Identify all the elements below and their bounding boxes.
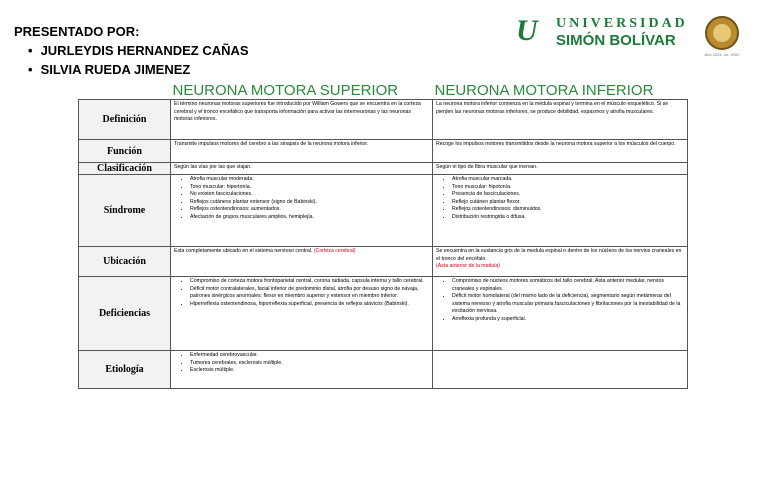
list-item: • Distribución restringida o difusa. — [452, 214, 684, 222]
cell-clasificacion-inf: Según el tipo de fibra muscular que inervan. — [433, 163, 688, 175]
university-seal-icon — [705, 16, 739, 50]
list-item: • Reflejo cutáneo plantar flexor. — [452, 199, 684, 207]
ubicacion-sup-highlight: (Corteza cerebral) — [313, 248, 356, 254]
row-label-definicion: Definición — [79, 100, 171, 140]
list-item: • Hiperreflexia osteotendinosa, hiporreflexia superficial, presencia de reflejos atávicos (Babinski). — [190, 301, 429, 309]
list-item: • Atrofia muscular moderada. — [190, 176, 429, 184]
list-item: • Déficit motor homolateral (del mismo lado de la deficiencia), segmentario según metámeras del sistema nervioso y atrofia muscular primaria fasciculaciones y fibrilaciones por la inestabilidad de la excitación nerviosa. — [452, 293, 684, 316]
list-item: • Esclerosis múltiple. — [190, 367, 429, 375]
logo-line2: SIMÓN BOLÍVAR — [556, 32, 676, 49]
cell-definicion-inf: La neurona motora inferior comienza en la médula espinal y termina en el músculo esquelético. Si se pierden las neuronas motoras inferiores, se produce debilidad, espasmos y atrofia musculares. — [433, 100, 688, 140]
table-row — [79, 247, 688, 277]
list-item: • Tumores cerebrales, esclerosis múltiple. — [190, 360, 429, 368]
cell-funcion-inf: Recoge los impulsos motores transmitidos desde la neurona motora superior a los músculos del cuerpo. — [433, 140, 688, 163]
seal-caption: Año 2024, no. 4000 — [704, 52, 740, 57]
ubicacion-inf-highlight: (Asta anterior de la medula) — [436, 263, 501, 270]
cell-etiologia-sup — [171, 351, 433, 389]
cell-sindrome-sup — [171, 175, 433, 247]
col-header-inferior: NEURONA MOTORA INFERIOR — [434, 82, 654, 99]
list-item: • Afectación de grupos musculares amplios, hemiplejía. — [190, 214, 429, 222]
cell-funcion-sup: Transmite impulsos motores del cerebro a las sinapsis de la neurona motora inferior. — [171, 140, 433, 163]
presenters-title: PRESENTADO POR: — [14, 24, 140, 39]
row-label-etiologia: Etiología — [79, 351, 171, 389]
ubicacion-sup-text: Esta completamente ubicado en el sistema nervioso central. — [174, 248, 313, 254]
list-item: • No existen fasciculaciones. — [190, 191, 429, 199]
row-label-sindrome: Síndrome — [79, 175, 171, 247]
list-item: • Déficit motor contralaterales, facial inferior de predominio distal, atrofia por desuso signo de navaja, patrones sinérgicos anormales: flexor en miembro superior y extensor en miembro inferior. — [190, 286, 429, 301]
cell-ubicacion-inf — [433, 247, 688, 277]
list-item: • Enfermedad cerebrovascular. — [190, 352, 429, 360]
table-row — [79, 163, 688, 175]
university-logo — [516, 14, 706, 54]
list-item: • Arreflexia profunda y superficial. — [452, 316, 684, 324]
cell-clasificacion-sup: Según las vías por las que viajan. — [171, 163, 433, 175]
logo-letter: U — [516, 14, 538, 47]
cell-deficiencias-sup — [171, 277, 433, 351]
logo-line1: UNIVERSIDAD — [556, 16, 688, 31]
presenter-name-2: • SILVIA RUEDA JIMENEZ — [14, 60, 249, 79]
list-item: • Compromiso de corteza motora frontoparietal central, corona radiada, capsula interna y tallo cerebral. — [190, 278, 429, 286]
presenter-name-1: • JURLEYDIS HERNANDEZ CAÑAS — [14, 41, 249, 60]
row-label-funcion: Función — [79, 140, 171, 163]
list-item: • Reflejos osteotendinosos: aumentados. — [190, 206, 429, 214]
col-header-superior: NEURONA MOTORA SUPERIOR — [172, 82, 399, 99]
table-row — [79, 351, 688, 389]
list-item: • Tono muscular: hipertonía. — [190, 184, 429, 192]
cell-definicion-sup: El término neuronas motoras superiores fue introducido por William Gowers que se encuentra en la corteza cerebral y el tronco encefálico que transporta información para activar las interneuronas y las neuronas motoras inferiores. — [171, 100, 433, 140]
row-label-ubicacion: Ubicación — [79, 247, 171, 277]
presenters-block — [14, 22, 249, 79]
table-row — [79, 140, 688, 163]
table-row — [79, 100, 688, 140]
comparison-table — [78, 82, 688, 389]
cell-sindrome-inf — [433, 175, 688, 247]
row-label-clasificacion: Clasificación — [79, 163, 171, 175]
list-item: • Tono muscular: hipotonía. — [452, 184, 684, 192]
cell-deficiencias-inf — [433, 277, 688, 351]
row-label-deficiencias: Deficiencias — [79, 277, 171, 351]
list-item: • Reflejos cutáneos plantar extensor (signo de Babinski). — [190, 199, 429, 207]
list-item: • Presencia de fasciculaciones. — [452, 191, 684, 199]
list-item: • Compromiso de núcleos motores somáticos del tallo cerebral, Asta anterior medular, nervios craneales y espinales. — [452, 278, 684, 293]
list-item: • Reflejos osteotendinosos: disminuidos. — [452, 206, 684, 214]
list-item: • Atrofia muscular marcada. — [452, 176, 684, 184]
cell-etiologia-inf — [433, 351, 688, 389]
table-row — [79, 277, 688, 351]
table-row — [79, 175, 688, 247]
ubicacion-inf-text: Se encuentra en la sustancia gris de la medula espinal o dentro de los núcleos de los nervios craneales en el tronco del encéfalo. — [436, 248, 682, 262]
cell-ubicacion-sup — [171, 247, 433, 277]
table-header-row — [79, 82, 688, 100]
